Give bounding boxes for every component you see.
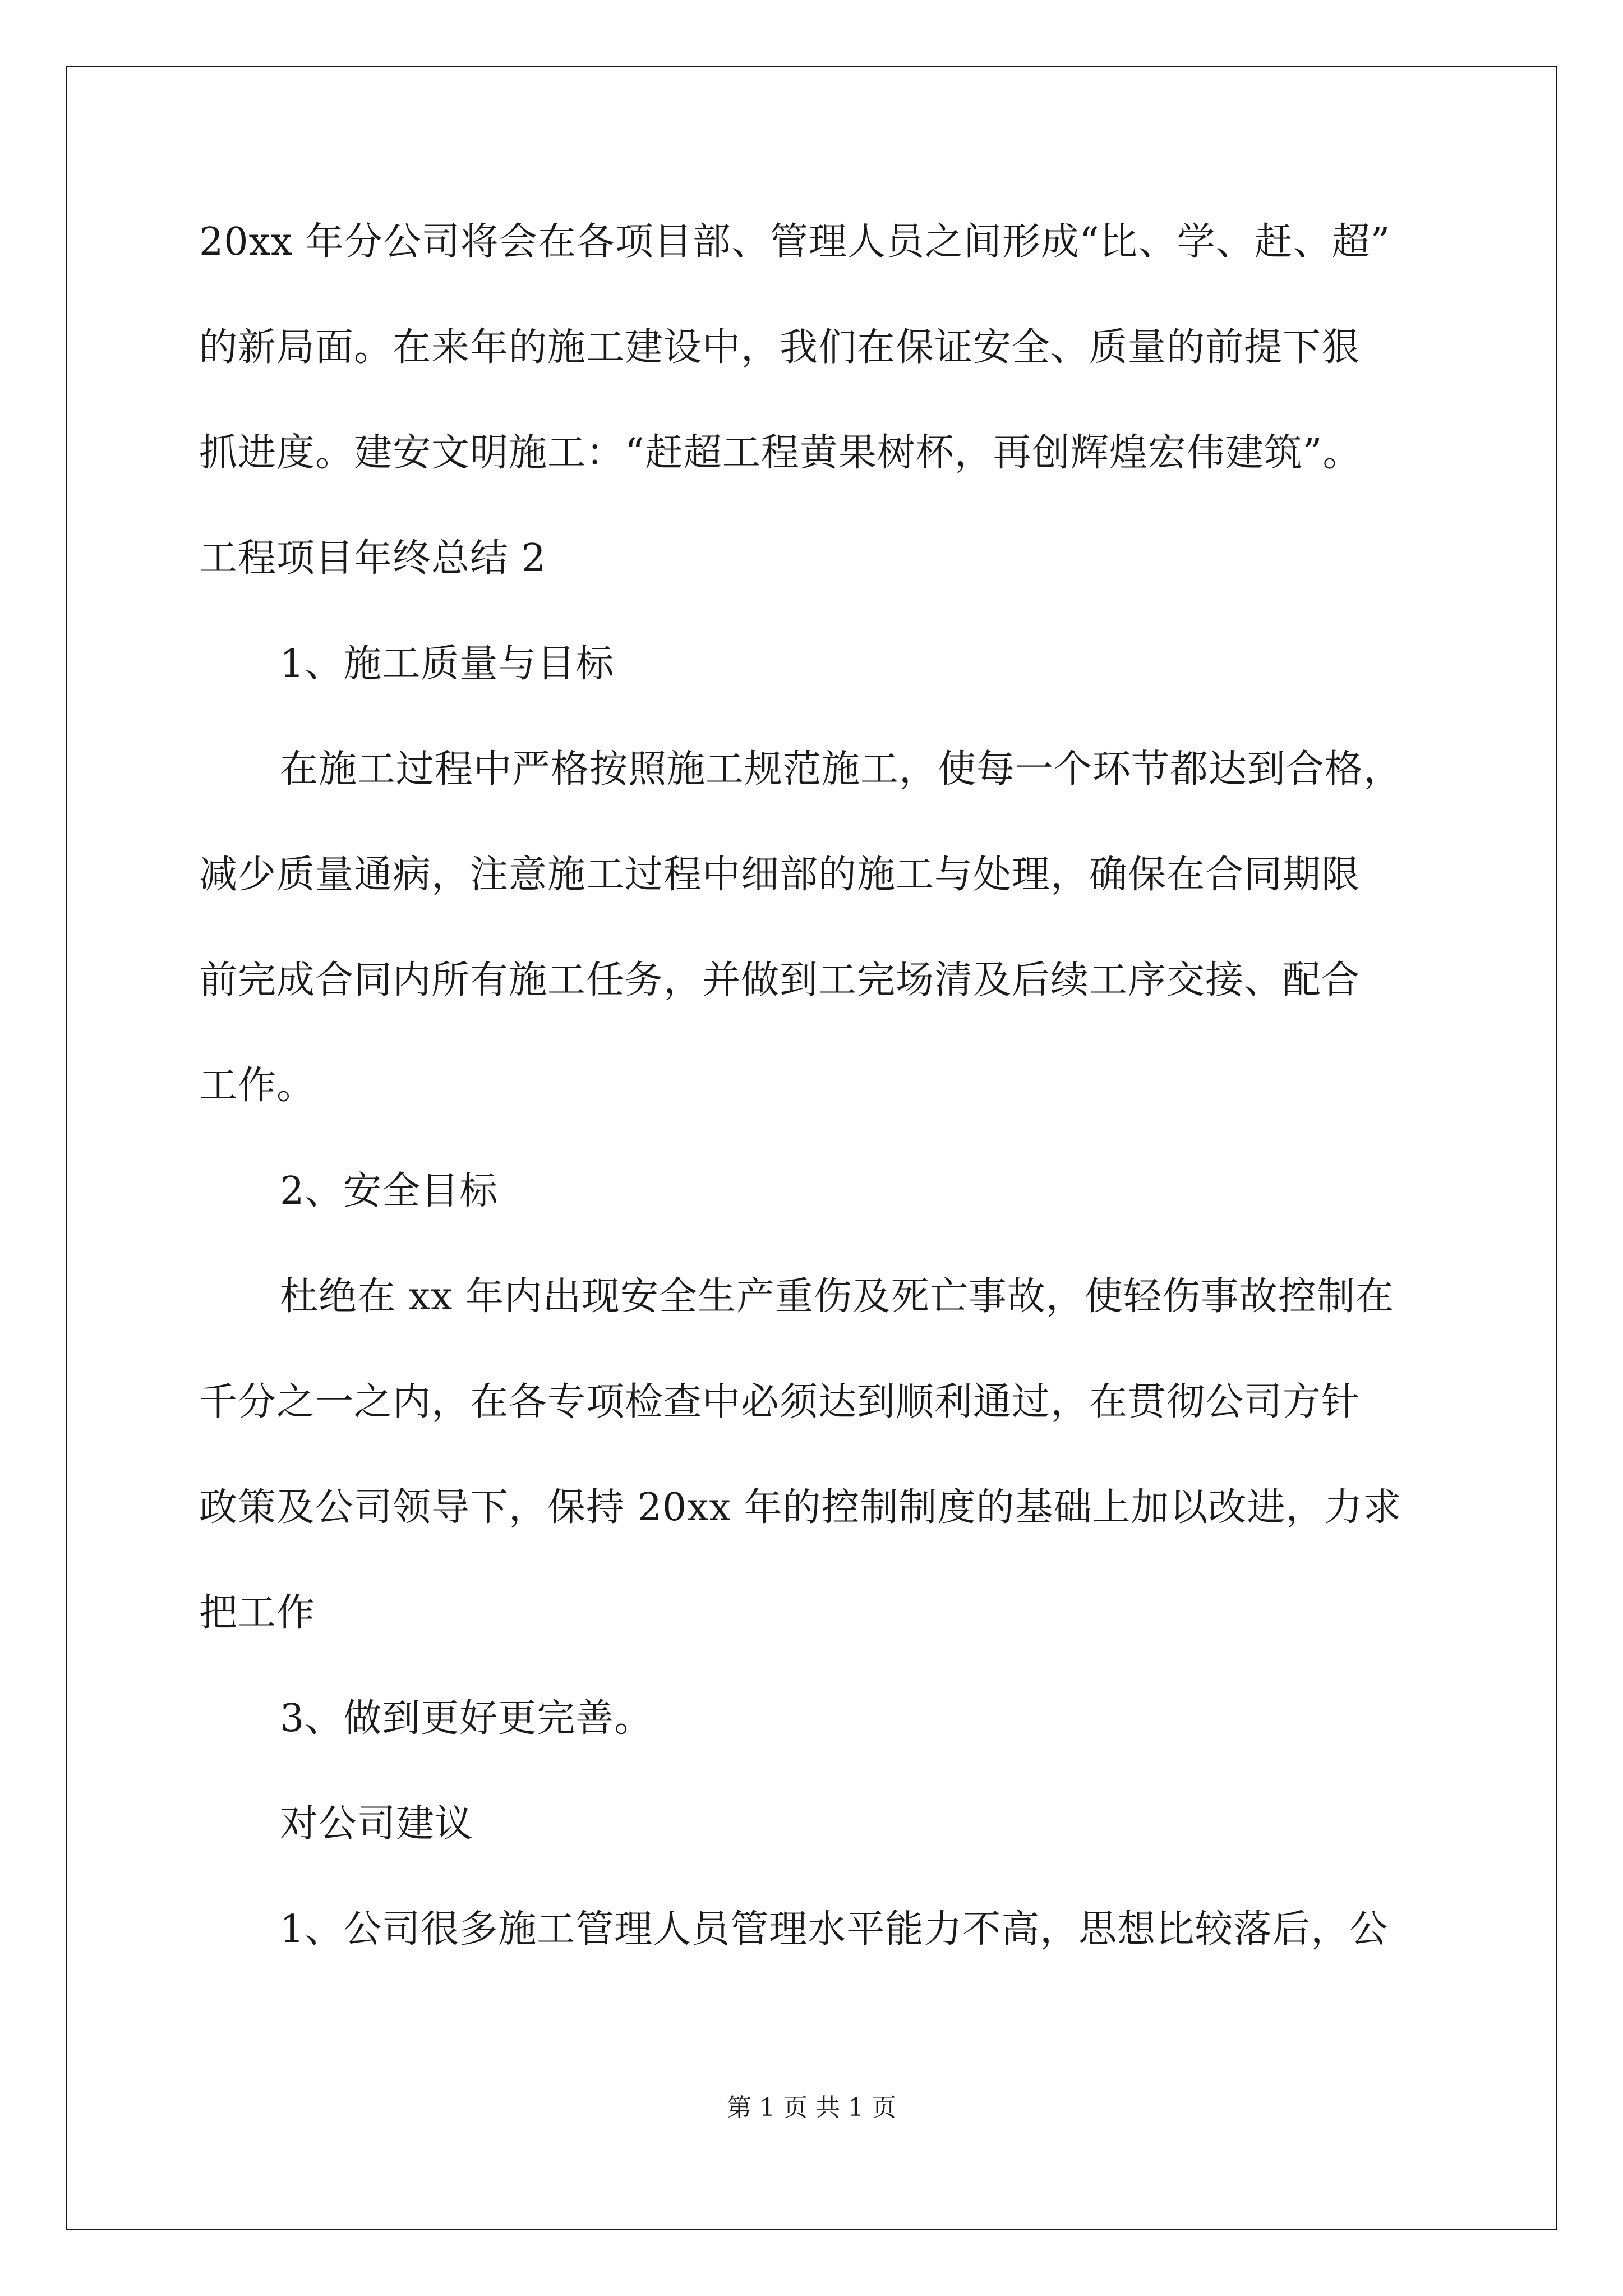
text-line: 的新局面。在来年的施工建设中，我们在保证安全、质量的前提下狠 (199, 325, 1361, 370)
text-line: 抓进度。建安文明施工：“赶超工程黄果树杯，再创辉煌宏伟建筑”。 (199, 431, 1362, 475)
text-line: 前完成合同内所有施工任务，并做到工完场清及后续工序交接、配合 (199, 958, 1361, 1002)
text-line: 20xx 年分公司将会在各项目部、管理人员之间形成“比、学、赶、超” (199, 220, 1391, 264)
text-line: 杜绝在 xx 年内出现安全生产重伤及死亡事故，使轻伤事故控制在 (280, 1274, 1394, 1319)
page-frame (66, 66, 1557, 2230)
section-heading: 3、做到更好更完善。 (280, 1696, 653, 1741)
text-line: 减少质量通病，注意施工过程中细部的施工与处理，确保在合同期限 (199, 853, 1361, 897)
text-line: 工作。 (199, 1064, 316, 1108)
section-title: 工程项目年终总结 2 (199, 536, 546, 581)
text-line: 政策及公司领导下，保持 20xx 年的控制制度的基础上加以改进，力求 (199, 1485, 1402, 1530)
page-number-footer: 第 1 页 共 1 页 (727, 2093, 896, 2122)
section-heading: 对公司建议 (280, 1802, 474, 1846)
section-heading: 1、施工质量与目标 (280, 642, 615, 686)
text-line: 在施工过程中严格按照施工规范施工，使每一个环节都达到合格， (280, 747, 1403, 792)
text-line: 把工作 (199, 1591, 316, 1635)
section-heading: 2、安全目标 (280, 1169, 499, 1213)
text-line: 千分之一之内，在各专项检查中必须达到顺利通过，在贯彻公司方针 (199, 1380, 1361, 1424)
text-line: 1、公司很多施工管理人员管理水平能力不高，思想比较落后，公 (280, 1907, 1389, 1952)
